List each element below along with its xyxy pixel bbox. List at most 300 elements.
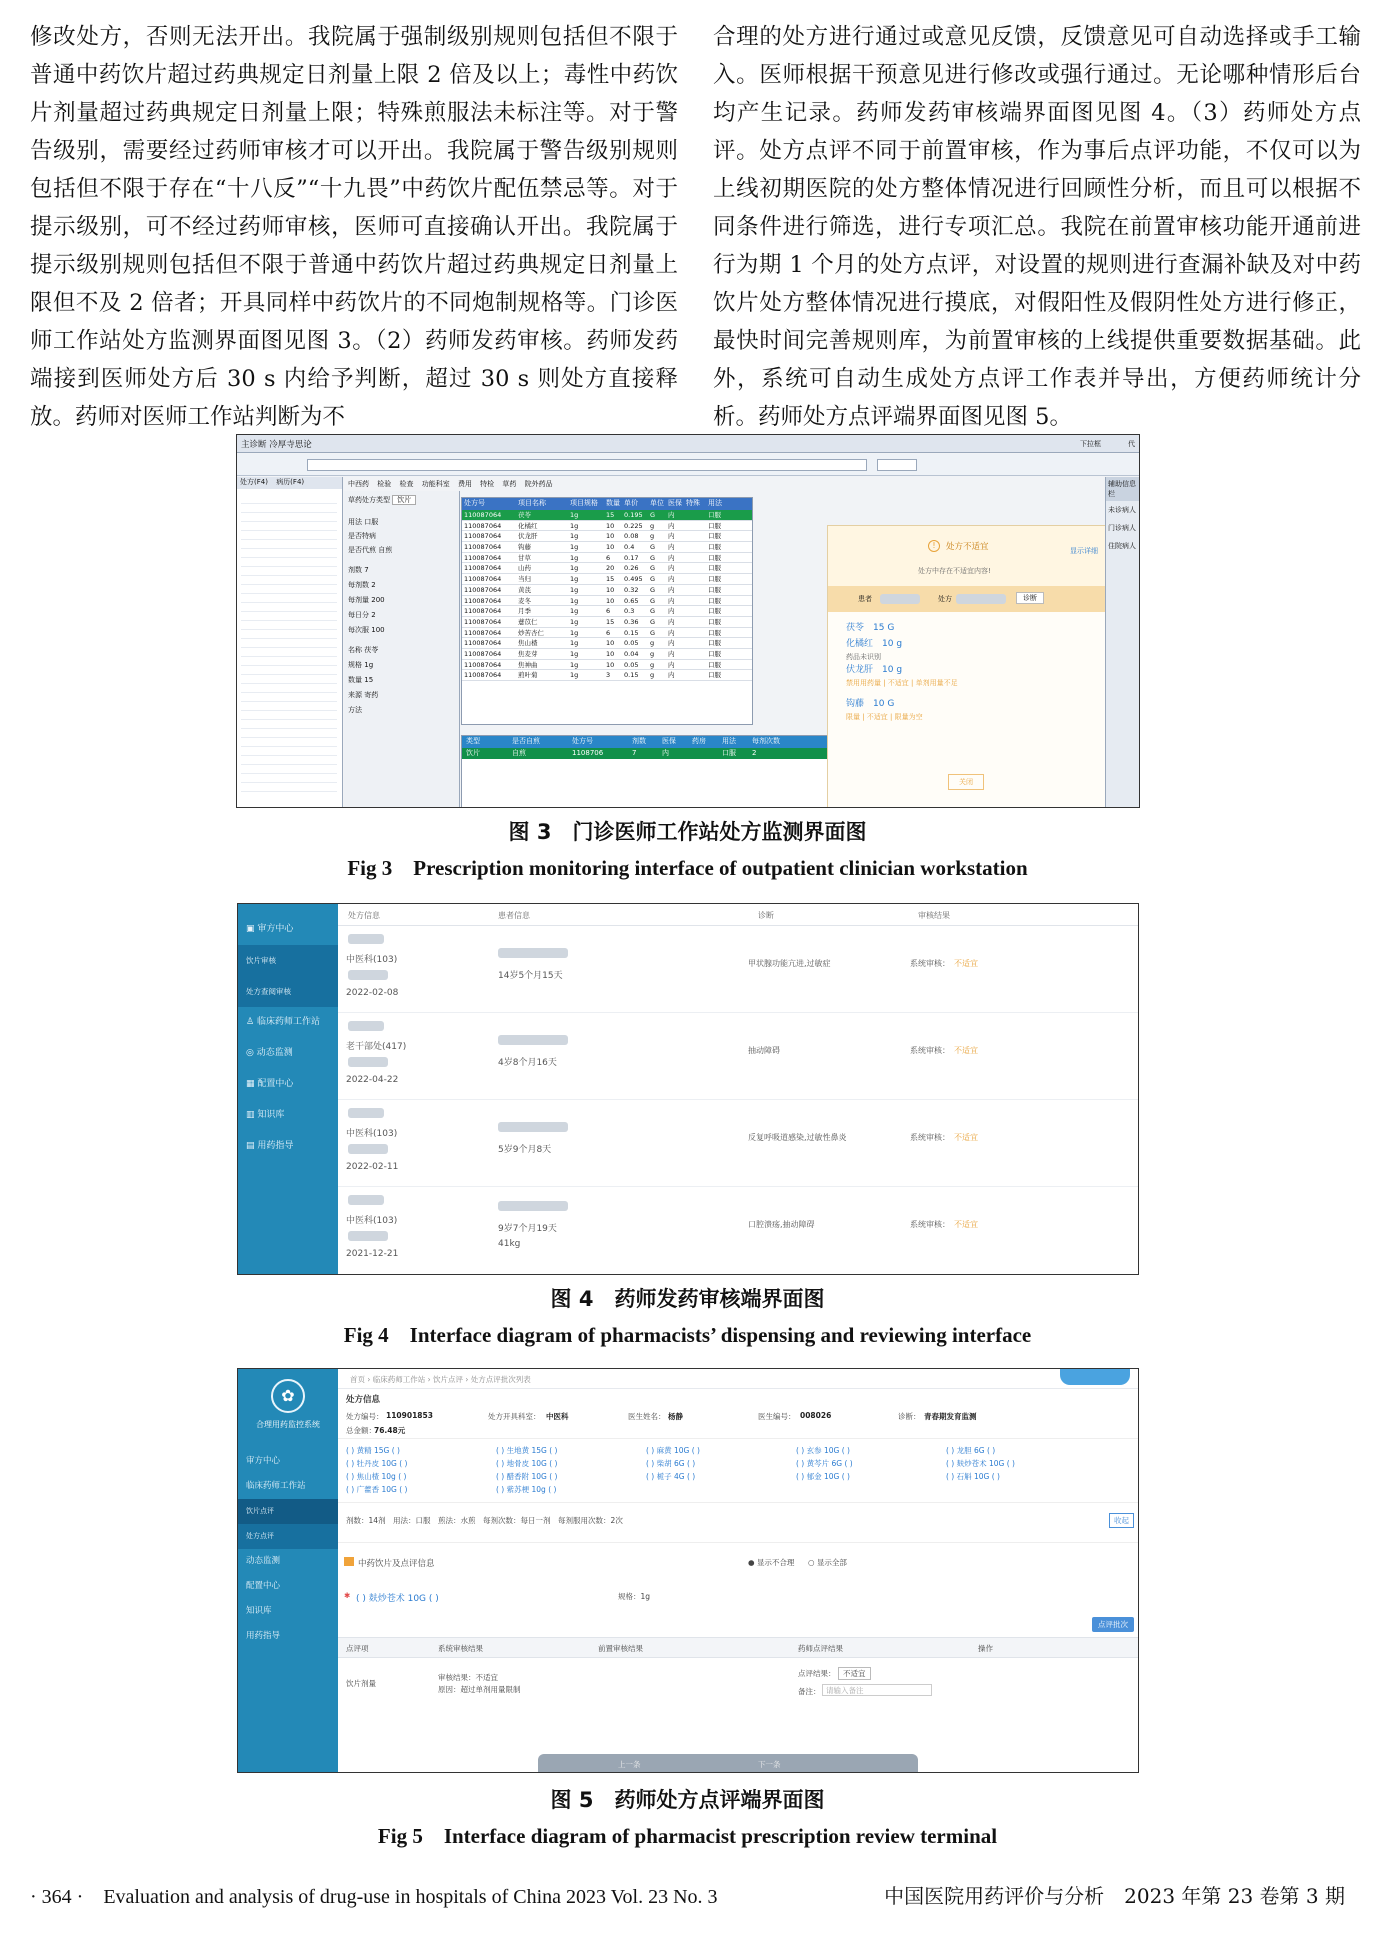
fig4-dept: 中医科(103)	[346, 955, 398, 965]
fig4-caption	[0, 1283, 1375, 1349]
fig4-th-0: 处方信息	[348, 911, 380, 920]
fig3-top-title: 主诊断 冷厚寺思论	[241, 440, 312, 450]
form-value-0[interactable]: 饮片	[392, 495, 416, 505]
fig3-cell: 0.195	[624, 511, 643, 519]
filter-3[interactable]: 功能科室	[421, 480, 450, 488]
fig3-drug-list	[237, 477, 343, 808]
fig4-nav-1[interactable]: 饮片审核	[238, 945, 338, 976]
fig3-cell: 110087064	[464, 628, 502, 637]
bh-7: 每剂次数	[752, 737, 780, 745]
form-label-1: 用法	[348, 518, 362, 526]
fig5-nav-3[interactable]: 处方点评	[238, 1524, 338, 1549]
fig3-cell: g	[650, 639, 655, 648]
fig3-cell: G	[650, 511, 656, 519]
side-panel-item-2[interactable]: 住院病人	[1108, 542, 1136, 550]
fig3-summary-row[interactable]	[462, 748, 830, 759]
form-label-9: 名称	[348, 646, 362, 654]
fig4-result-label: 系统审核：	[910, 1133, 950, 1142]
total: 76.48元	[374, 1426, 406, 1435]
br-6: 口服	[722, 749, 736, 757]
br-2: 1108706	[572, 749, 604, 757]
name-blur	[348, 1057, 388, 1067]
fig5-breadcrumb: 首页 › 临床药师工作站 › 饮片点评 › 处方点评批次列表	[338, 1369, 1139, 1389]
filter-0[interactable]: 中西药	[348, 480, 369, 488]
fig3-cell: g	[650, 671, 655, 680]
fig3-cell: 6	[606, 628, 611, 637]
left-paragraph: 修改处方，否则无法开出。我院属于强制级别规则包括但不限于普通中药饮片超过药典规定日剂量上限 2 倍及以上；毒性中药饮片剂量超过药典规定日剂量上限；特殊煎服法未标注等。对于警告级别，需要经过药师审核才可以开出。我院属于警告级别规则包括但不限于存在“十八反”“十九畏”中药饮片配伍禁忌等。对于提示级别，可不经过药师审核，医师可直接确认开出。我院属于提示级别规则包括但不限于普通中药饮片超过药典规定日剂量上限但不及 2 倍者；开具同样中药饮片的不同炮制规格等。门诊医师工作站处方监测界面图见图 3。（2）药师发药审核。药师发药端接到医师处方后 30 s 内给予判断，超过 30 s 则处方直接释放。药师对医师工作站判断为不	[30, 24, 678, 430]
fig4-row[interactable]	[338, 926, 1139, 1013]
fig4-th-1: 患者信息	[498, 911, 530, 920]
monitor-icon: ◎	[246, 1048, 257, 1058]
rx-id-blur	[348, 1195, 384, 1205]
form-value-5[interactable]: 2	[371, 581, 376, 589]
fig4-age: 9岁7个月19天	[498, 1224, 557, 1234]
fig5-toggle-2[interactable]: ○ 显示全部	[808, 1558, 847, 1567]
popup-herb-note: 药品未识别	[846, 653, 881, 661]
fig4-date: 2022-04-22	[346, 1075, 399, 1085]
fig3-cell: 钩藤	[518, 543, 531, 552]
fig3-cell: 110087064	[464, 639, 502, 648]
fig3-cell: 15	[606, 511, 615, 519]
fig5-th-3: 药师点评结果	[798, 1644, 843, 1653]
fig5-herb-item[interactable]: ( ) 麸炒苍术 10G ( )	[946, 1459, 1015, 1468]
patient-blur	[498, 1201, 568, 1211]
fig5-herb-item[interactable]: ( ) 黄芩片 6G ( )	[796, 1459, 853, 1468]
fig3-cell: 内	[668, 649, 675, 658]
fig3-cell: G	[650, 575, 656, 584]
fig5-herb-item[interactable]: ( ) 玄参 10G ( )	[796, 1446, 850, 1455]
fig4-table-header	[338, 904, 1139, 926]
fig4-diag: 甲状腺功能亢进,过敏症	[748, 959, 831, 968]
patient-blur	[498, 948, 568, 958]
fig5-herb-item[interactable]: ( ) 牡丹皮 10G ( )	[346, 1459, 408, 1468]
fig3-cell: 1g	[570, 607, 579, 616]
fig3-cell: 口服	[708, 521, 721, 530]
rx-id-blur	[348, 1021, 384, 1031]
filter-2[interactable]: 检查	[399, 480, 414, 488]
fig4-weight: 41kg	[498, 1239, 521, 1249]
fig3-cell: 0.04	[624, 649, 639, 658]
fig5-nav-7[interactable]: 用药指导	[246, 1631, 281, 1641]
fig5-row-item: 饮片剂量	[346, 1679, 376, 1688]
fig5-caption	[0, 1784, 1375, 1850]
fig3-cell: g	[650, 649, 655, 658]
fig4-nav-5[interactable]	[238, 1069, 338, 1100]
fig3-summary-table	[461, 735, 831, 808]
doctor-label: 医生姓名：	[628, 1412, 666, 1421]
fig3-table-row[interactable]	[462, 617, 752, 628]
fig3-table-row[interactable]	[462, 670, 752, 681]
fig3-cell: 内	[668, 511, 675, 519]
fig4-result-label: 系统审核：	[910, 1220, 950, 1229]
fig3-cell: 1g	[570, 511, 579, 519]
fig3-cell: 内	[668, 607, 675, 616]
popup-title: 处方不适宜	[946, 542, 989, 552]
filter-5[interactable]: 特检	[480, 480, 495, 488]
fig3-cell: 内	[668, 639, 675, 648]
fig3-cell: 6	[606, 607, 611, 616]
fig5-herb-item[interactable]: ( ) 麻黄 10G ( )	[646, 1446, 700, 1455]
fig3-cell: 1g	[570, 628, 579, 637]
fig3-cell: 煎叶菊	[518, 671, 538, 680]
doctor: 杨静	[668, 1412, 683, 1421]
form-value-4[interactable]: 7	[364, 566, 369, 574]
fig5-nav-2[interactable]: 饮片点评	[238, 1499, 338, 1524]
fig3-side-panel	[1105, 477, 1140, 808]
fig5-screenshot	[237, 1368, 1139, 1773]
fig3-cell: 110087064	[464, 511, 502, 519]
fig5-sys-result: 审核结果：不适宜	[438, 1673, 498, 1682]
fig5-logo	[238, 1369, 338, 1449]
filter-1[interactable]: 检验	[377, 480, 392, 488]
fig4-nav-0[interactable]	[238, 914, 338, 945]
fig4-diag: 抽动障碍	[748, 1046, 780, 1055]
fig3-cell: 1g	[570, 639, 579, 648]
fig5-caption-zh: 图 5 药师处方点评端界面图	[550, 1788, 825, 1812]
fig3-cell: 110087064	[464, 671, 502, 680]
fig3-cell: 口服	[708, 671, 721, 680]
form-label-7: 每日分	[348, 611, 369, 619]
fig3-table-row[interactable]	[462, 660, 752, 671]
fig3-cell: 10	[606, 532, 615, 541]
bh-1: 是否自煎	[512, 737, 540, 745]
fig3-cell: 内	[668, 543, 675, 552]
form-value-11[interactable]: 15	[364, 676, 374, 684]
patient-blur	[498, 1035, 568, 1045]
fig3-cell: 化橘红	[518, 521, 538, 530]
fig3-table-row[interactable]	[462, 521, 752, 532]
fig3-cell: 口服	[708, 617, 721, 626]
form-value-1[interactable]: 口服	[364, 518, 379, 526]
popup-patient-label: 患者	[858, 595, 872, 603]
fig3-cell: 内	[668, 671, 675, 680]
fig3-cell: 茯苓	[518, 511, 531, 519]
side-panel-item-1[interactable]: 门诊病人	[1108, 524, 1136, 532]
dept: 中医科	[546, 1412, 569, 1421]
form-value-9[interactable]: 茯苓	[364, 646, 379, 654]
fig4-nav-4[interactable]	[238, 1038, 338, 1069]
fig3-summary-header	[462, 736, 830, 748]
fig5-nav-5[interactable]: 配置中心	[246, 1581, 281, 1591]
fig3-table-body	[462, 510, 752, 681]
fig4-th-3: 审核结果	[918, 911, 950, 920]
fig3-cell: 口服	[708, 553, 721, 562]
fig3-cell: 0.65	[624, 596, 639, 605]
side-panel-item-0[interactable]: 未诊病人	[1108, 506, 1136, 514]
fig5-herb-item[interactable]: ( ) 生地黄 15G ( )	[496, 1446, 558, 1455]
fig5-pharm-label: 点评结果：	[798, 1669, 836, 1678]
fig3-form-panel	[344, 491, 460, 808]
form-label-5: 每剂数	[348, 581, 369, 589]
total-label: 总金额：	[346, 1426, 376, 1435]
fig3-cell: 焦麦芽	[518, 649, 538, 658]
fig3-cell: 10	[606, 585, 615, 594]
fig3-cell: 内	[668, 553, 675, 562]
fig3-right-panel-0[interactable]: 下拉框	[1080, 440, 1101, 448]
fig3-cell: 口服	[708, 511, 721, 519]
form-value-12[interactable]: 寄药	[364, 691, 379, 699]
fig3-cell: 20	[606, 564, 615, 573]
rx-no-label: 处方编号：	[346, 1412, 384, 1421]
fig5-main	[338, 1369, 1139, 1773]
fig5-herb-item[interactable]: ( ) 紫苏梗 10g ( )	[496, 1485, 557, 1494]
fig4-nav-label-6: 知识库	[257, 1110, 285, 1120]
fig5-herb-item[interactable]: ( ) 地骨皮 10G ( )	[496, 1459, 558, 1468]
fig4-row[interactable]	[338, 1100, 1139, 1187]
fig3-table-header	[462, 498, 752, 510]
flag-icon	[344, 1557, 354, 1566]
th-8: 用法	[708, 499, 722, 507]
fig3-cell: 伏龙肝	[518, 532, 538, 541]
fig5-th-0: 点评项	[346, 1644, 369, 1653]
fig3-cell: g	[650, 660, 655, 669]
fig5-pharm-select[interactable]: 不适宜	[838, 1667, 871, 1680]
fig3-table-row[interactable]	[462, 563, 752, 574]
fig4-row[interactable]	[338, 1013, 1139, 1100]
fig4-row[interactable]	[338, 1187, 1139, 1274]
fig3-cell: G	[650, 596, 656, 605]
fig5-herb-item[interactable]: ( ) 郁金 10G ( )	[796, 1472, 850, 1481]
fig3-cell: 0.32	[624, 585, 639, 594]
fig5-herb-item[interactable]: ( ) 醋香附 10G ( )	[496, 1472, 558, 1481]
form-label-10: 规格	[348, 661, 362, 669]
fig3-table-row[interactable]	[462, 638, 752, 649]
fig3-cell: 炒苦杏仁	[518, 628, 544, 637]
fig5-toggle-1[interactable]: ● 显示不合理	[748, 1558, 795, 1567]
fig5-sidebar	[238, 1369, 338, 1773]
fig3-table-row[interactable]	[462, 649, 752, 660]
footer-right: 中国医院用药评价与分析 2023 年第 23 卷第 3 期	[884, 1884, 1345, 1908]
popup-close-button[interactable]: 关闭	[948, 774, 984, 790]
fig3-table-row[interactable]	[462, 574, 752, 585]
fig3-caption-zh: 图 3 门诊医师工作站处方监测界面图	[508, 820, 867, 844]
fig4-result: 不适宜	[954, 1220, 978, 1229]
popup-warn-line: 禁用用药量 | 不适宜 | 单剂用量不足	[846, 679, 958, 687]
fig3-cell: 月季	[518, 607, 531, 616]
fig3-cell: 110087064	[464, 607, 502, 616]
fig3-cell: G	[650, 553, 656, 562]
form-label-3: 是否代煎	[348, 546, 376, 554]
fig3-cell: 1g	[570, 564, 579, 573]
fig4-diag: 口腔溃疡,抽动障碍	[748, 1220, 815, 1229]
br-4: 内	[662, 749, 669, 757]
fig3-cell: 薏苡仁	[518, 617, 538, 626]
config-icon: ▦	[246, 1079, 258, 1089]
fig3-cell: 0.05	[624, 660, 639, 669]
fig5-user-badge[interactable]	[1060, 1369, 1130, 1385]
fig3-cell: 1g	[570, 649, 579, 658]
fig3-cell: 口服	[708, 660, 721, 669]
fig3-cell: 0.26	[624, 564, 639, 573]
pharmacist-icon: ♙	[246, 1017, 257, 1027]
fig4-nav-3[interactable]	[238, 1007, 338, 1038]
fig4-nav-2[interactable]: 处方查阅审核	[238, 976, 338, 1007]
fig5-comment-button[interactable]: 点评批次	[1092, 1617, 1134, 1632]
th-0: 处方号	[464, 499, 485, 507]
fig5-spec: 规格：1g	[618, 1592, 651, 1601]
fig3-table-row[interactable]	[462, 628, 752, 639]
fig5-usage: 剂数：14剂 用法：口服 煎法：水煎 每剂次数：每日一剂 每剂服用次数：2次	[346, 1516, 623, 1525]
fig3-search-bar	[237, 454, 1140, 476]
fig4-diag: 反复呼吸道感染,过敏性鼻炎	[748, 1133, 847, 1142]
fig4-age: 4岁8个月16天	[498, 1058, 557, 1068]
fig3-cell: 口服	[708, 639, 721, 648]
popup-rx-blur	[956, 594, 1006, 604]
fig5-next-button[interactable]: 下一条	[758, 1760, 781, 1769]
form-label-13: 方法	[348, 706, 362, 714]
form-label-12: 来源	[348, 691, 362, 699]
dept-label: 处方开具科室：	[488, 1412, 541, 1421]
br-1: 自煎	[512, 749, 526, 757]
fig5-prev-button[interactable]: 上一条	[618, 1760, 641, 1769]
popup-warn-line-2: 限量 | 不适宜 | 限量为空	[846, 713, 923, 721]
fig3-cell: G	[650, 617, 656, 626]
side-panel-title: 辅助信息栏	[1106, 477, 1140, 501]
fig5-herb-item[interactable]: ( ) 栀子 4G ( )	[646, 1472, 696, 1481]
fig3-cell: g	[650, 532, 655, 541]
fig5-collapse-button[interactable]: 收起	[1109, 1513, 1134, 1528]
popup-small-button[interactable]: 诊断	[1016, 592, 1044, 604]
fig3-table-row[interactable]	[462, 606, 752, 617]
fig5-herb-grid	[338, 1439, 1139, 1503]
fig3-diagnosis-field[interactable]	[307, 459, 867, 471]
bh-4: 医保	[662, 737, 676, 745]
filter-6[interactable]: 草药	[502, 480, 517, 488]
fig5-herb-item[interactable]: ( ) 黄精 15G ( )	[346, 1446, 400, 1455]
fig4-age: 5岁9个月8天	[498, 1145, 552, 1155]
fig3-cell: 1g	[570, 617, 579, 626]
popup-patient-blur	[880, 594, 920, 604]
rx-no: 110901853	[386, 1411, 433, 1420]
fig5-herb-item[interactable]: ( ) 石斛 10G ( )	[946, 1472, 1000, 1481]
fig3-cell: 110087064	[464, 575, 502, 584]
fig3-cell: 内	[668, 564, 675, 573]
fig3-screenshot	[236, 434, 1140, 808]
fig5-herb-item[interactable]: ( ) 焦山楂 10g ( )	[346, 1472, 407, 1481]
fig5-herb-item[interactable]: ( ) 广藿香 10G ( )	[346, 1485, 408, 1494]
tab-record[interactable]: 病历(F4)	[276, 478, 305, 486]
fig3-table-row[interactable]	[462, 596, 752, 607]
fig3-cell: 内	[668, 532, 675, 541]
fig5-remark-input[interactable]: 请输入备注	[822, 1684, 932, 1696]
form-value-7[interactable]: 2	[371, 611, 376, 619]
popup-herb-0: 茯苓 15 G	[846, 623, 895, 633]
fig3-cell: 麦冬	[518, 596, 531, 605]
popup-detail-link[interactable]: 显示详细	[1070, 547, 1098, 555]
th-4: 单价	[624, 499, 638, 507]
popup-message: 处方中存在不适宜内容!	[918, 567, 991, 575]
rx-id-blur	[348, 934, 384, 944]
fig5-th-2: 前置审核结果	[598, 1644, 643, 1653]
book-icon: ▥	[246, 1110, 258, 1120]
fig3-table-row[interactable]	[462, 531, 752, 542]
fig4-nav-label-0: 审方中心	[257, 924, 294, 934]
filter-7[interactable]: 院外药品	[524, 480, 553, 488]
herb-alert-icon: ✱	[344, 1591, 351, 1600]
fig3-table-row[interactable]	[462, 585, 752, 596]
fig3-table-row[interactable]	[462, 510, 752, 521]
fig3-cell: 1g	[570, 543, 579, 552]
form-value-3[interactable]: 自煎	[378, 546, 393, 554]
fig3-cell: 焦神曲	[518, 660, 538, 669]
fig5-herb-item[interactable]: ( ) 龙胆 6G ( )	[946, 1446, 996, 1455]
fig3-cell: 110087064	[464, 649, 502, 658]
fig3-cell: 15	[606, 575, 615, 584]
br-3: 7	[632, 749, 637, 757]
warning-icon: !	[928, 540, 940, 552]
fig4-sidebar	[238, 904, 338, 1275]
fig3-cell: 110087064	[464, 564, 502, 573]
fig3-cell: 110087064	[464, 660, 502, 669]
form-value-6[interactable]: 200	[371, 596, 385, 604]
fig5-th-1: 系统审核结果	[438, 1644, 483, 1653]
fig3-cell: 口服	[708, 628, 721, 637]
fig4-nav-label-3: 临床药师工作站	[256, 1017, 320, 1027]
fig3-cell: 110087064	[464, 596, 502, 605]
bh-3: 剂数	[632, 737, 646, 745]
fig3-alert-popup	[827, 525, 1107, 808]
right-column	[713, 18, 1361, 436]
form-label-11: 数量	[348, 676, 362, 684]
fig3-cell: 10	[606, 649, 615, 658]
form-label-6: 每剂量	[348, 596, 369, 604]
fig3-cell: 内	[668, 660, 675, 669]
tab-prescription[interactable]: 处方(F4)	[240, 478, 268, 486]
bh-2: 处方号	[572, 737, 593, 745]
form-value-8[interactable]: 100	[371, 626, 385, 634]
th-3: 数量	[606, 499, 620, 507]
fig3-table-row[interactable]	[462, 542, 752, 553]
bh-6: 用法	[722, 737, 736, 745]
fig4-nav-6[interactable]	[238, 1100, 338, 1131]
fig3-cell: 口服	[708, 564, 721, 573]
fig3-cell: 3	[606, 671, 611, 680]
fig3-drug-items[interactable]	[241, 495, 337, 795]
fig3-right-panel-1[interactable]: 代	[1128, 440, 1135, 448]
br-0: 饮片	[466, 749, 480, 757]
fig3-cell: 6	[606, 553, 611, 562]
th-6: 医保	[668, 499, 682, 507]
fig4-nav-7[interactable]	[238, 1131, 338, 1162]
fig3-dose-field[interactable]	[877, 459, 917, 471]
fig3-cell: 黄芪	[518, 585, 531, 594]
fig3-cell: 口服	[708, 585, 721, 594]
fig5-nav-1[interactable]: 临床药师工作站	[246, 1481, 306, 1491]
fig4-main	[338, 904, 1139, 1275]
form-label-8: 每次服	[348, 626, 369, 634]
name-blur	[348, 1231, 388, 1241]
name-blur	[348, 970, 388, 980]
fig3-cell: G	[650, 607, 656, 616]
form-value-10[interactable]: 1g	[364, 661, 374, 669]
fig3-table-row[interactable]	[462, 553, 752, 564]
fig3-cell: 当归	[518, 575, 531, 584]
filter-4[interactable]: 费用	[457, 480, 472, 488]
fig5-nav-0[interactable]: 审方中心	[246, 1456, 281, 1466]
fig3-cell: G	[650, 543, 656, 552]
logo-icon: ✿	[271, 1379, 305, 1413]
rx-id-blur	[348, 1108, 384, 1118]
fig3-title-bar	[237, 435, 1140, 453]
fig4-nav-label-5: 配置中心	[257, 1079, 294, 1089]
fig4-result: 不适宜	[954, 959, 978, 968]
fig5-herb-focus[interactable]: ( ) 麸炒苍术 10G ( )	[356, 1594, 439, 1604]
fig5-nav-6[interactable]: 知识库	[246, 1606, 272, 1616]
fig3-prescription-table	[461, 497, 753, 725]
fig3-cell: 15	[606, 617, 615, 626]
fig5-nav-4[interactable]: 动态监测	[246, 1556, 281, 1566]
fig5-herb-item[interactable]: ( ) 柴胡 6G ( )	[646, 1459, 696, 1468]
